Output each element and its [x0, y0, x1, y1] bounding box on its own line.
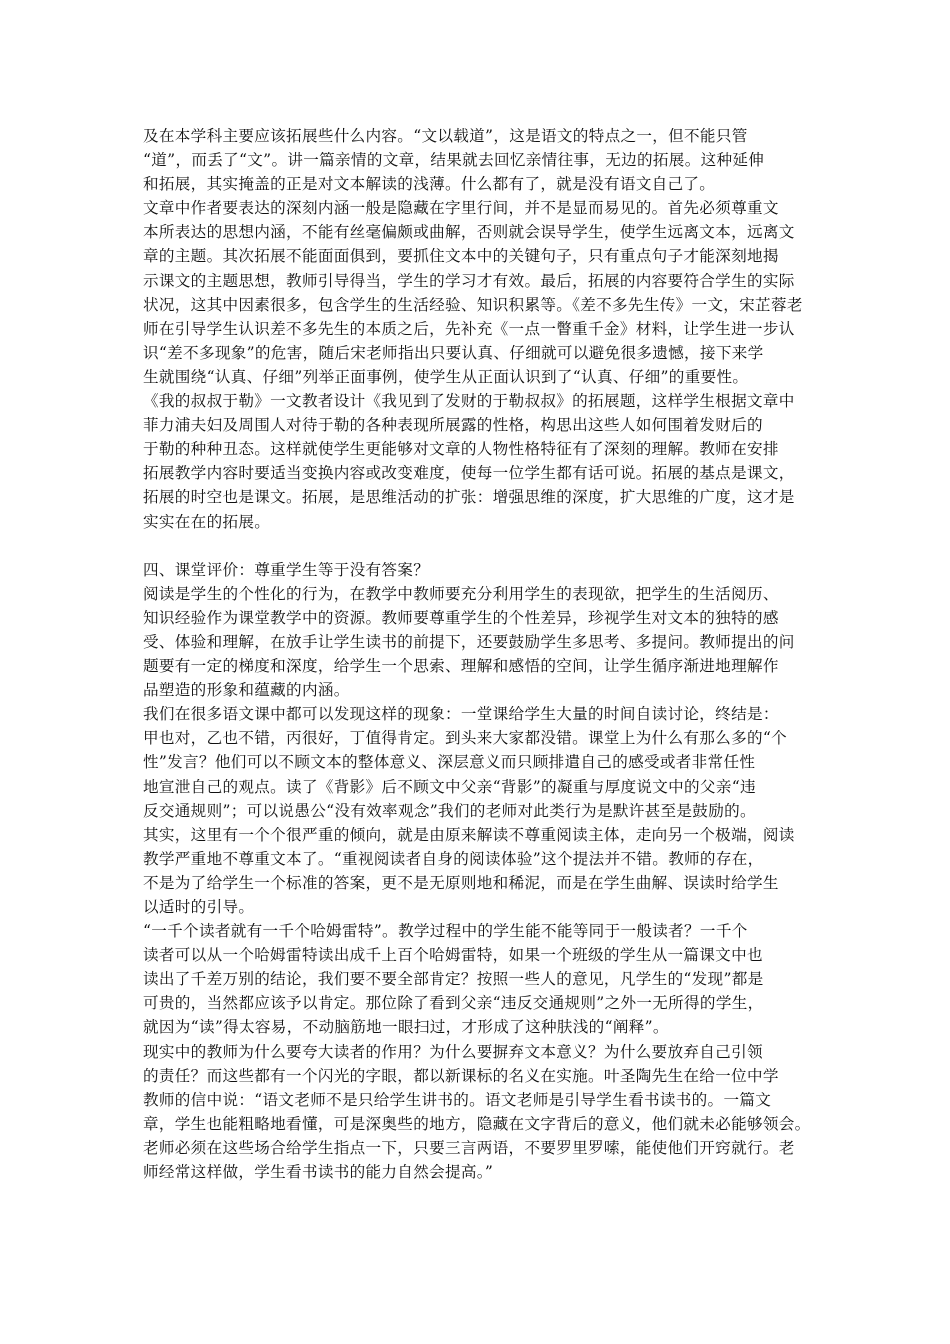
text-line: 老师必须在这些场合给学生指点一下，只要三言两语，不要罗里罗嗦，能使他们开窍就行。老: [143, 1138, 795, 1157]
text-line: 章，学生也能粗略地看懂，可是深奥些的地方，隐藏在文字背后的意义，他们就未必能够领会。: [143, 1114, 811, 1133]
text-line: “一千个读者就有一千个哈姆雷特”。教学过程中的学生能不能等同于一般读者？一千个: [143, 922, 748, 941]
text-line: 师在引导学生认识差不多先生的本质之后，先补充《一点一瞥重千金》材料，让学生进一步认: [143, 319, 795, 338]
text-line: 《我的叔叔于勒》一文教者设计《我见到了发财的于勒叔叔》的拓展题，这样学生根据文章中: [143, 392, 795, 411]
text-line: 师经常这样做，学生看书读书的能力自然会提高。”: [143, 1163, 494, 1182]
text-line: 四、课堂评价：尊重学生等于没有答案？: [143, 560, 430, 579]
text-line: 章的主题。其次拓展不能面面俱到，要抓住文本中的关键句子，只有重点句子才能深刻地揭: [143, 247, 779, 266]
blank-line: [143, 534, 823, 558]
text-line: 和拓展，其实掩盖的正是对文本解读的浅薄。什么都有了，就是没有语文自己了。: [143, 175, 716, 194]
text-line: 于勒的种种丑态。这样就使学生更能够对文章的人物性格特征有了深刻的理解。教师在安排: [143, 440, 779, 459]
text-line: 地宣泄自己的观点。读了《背影》后不顾文中父亲“背影”的凝重与厚度说文中的父亲“违: [143, 777, 756, 796]
text-line: 其实，这里有一个个很严重的倾向，就是由原来解读不尊重阅读主体，走向另一个极端，阅读: [143, 825, 795, 844]
text-line: 菲力浦夫妇及周围人对待于勒的各种表现所展露的性格，构思出这些人如何围着发财后的: [143, 416, 763, 435]
text-line: 以适时的引导。: [143, 898, 255, 916]
text-line: 知识经验作为课堂教学中的资源。教师要尊重学生的个性差异，珍视学生对文本的独特的感: [143, 608, 779, 627]
text-line: 实实在在的拓展。: [143, 512, 271, 531]
text-line: 阅读是学生的个性化的行为，在教学中教师要充分利用学生的表现欲，把学生的生活阅历、: [143, 584, 779, 603]
text-line: 反交通规则”；可以说愚公“没有效率观念”我们的老师对此类行为是默许甚至是鼓励的。: [143, 801, 756, 820]
text-line: 现实中的教师为什么要夸大读者的作用？为什么要摒弃文本意义？为什么要放弃自己引领: [143, 1042, 763, 1061]
text-line: 拓展的时空也是课文。拓展，是思维活动的扩张：增强思维的深度，扩大思维的广度，这才是: [143, 488, 795, 507]
text-line: 及在本学科主要应该拓展些什么内容。“文以载道”，这是语文的特点之一，但不能只管: [143, 127, 748, 145]
text-line: 识“差不多现象”的危害，随后宋老师指出只要认真、仔细就可以避免很多遗憾，接下来学: [143, 343, 764, 362]
text-line: “道”，而丢了“文”。讲一篇亲情的文章，结果就去回忆亲情往事，无边的拓展。这种延伸: [143, 151, 765, 170]
text-line: 读者可以从一个哈姆雷特读出成千上百个哈姆雷特，如果一个班级的学生从一篇课文中也: [143, 946, 763, 965]
text-line: 本所表达的思想内涵，不能有丝毫偏颇或曲解，否则就会误导学生，使学生远离文本，远离文: [143, 223, 795, 242]
text-line: 可贵的，当然都应该予以肯定。那位除了看到父亲“违反交通规则”之外一无所得的学生，: [143, 994, 764, 1013]
text-line: 生就围绕“认真、仔细”列举正面事例，使学生从正面认识到了“认真、仔细”的重要性。: [143, 367, 749, 386]
text-line: 拓展教学内容时要适当变换内容或改变难度，使每一位学生都有话可说。拓展的基点是课文，: [143, 464, 795, 483]
text-line: 教学严重地不尊重文本了。“重视阅读者自身的阅读体验”这个提法并不错。教师的存在，: [143, 849, 764, 868]
text-line: 受、体验和理解，在放手让学生读书的前提下，还要鼓励学生多思考、多提问。教师提出的问: [143, 632, 795, 651]
text-line: 甲也对，乙也不错，丙很好，丁值得肯定。到头来大家都没错。课堂上为什么有那么多的“个: [143, 729, 788, 748]
text-line: 示课文的主题思想，教师引导得当，学生的学习才有效。最后，拓展的内容要符合学生的实际: [143, 271, 795, 290]
text-line: 品塑造的形象和蕴藏的内涵。: [143, 681, 350, 700]
text-line: 不是为了给学生一个标准的答案，更不是无原则地和稀泥，而是在学生曲解、误读时给学生: [143, 873, 779, 892]
text-line: 的责任？而这些都有一个闪光的字眼，都以新课标的名义在实施。叶圣陶先生在给一位中学: [143, 1066, 779, 1085]
text-line: 读出了千差万别的结论，我们要不要全部肯定？按照一些人的意见，凡学生的“发现”都是: [143, 970, 764, 989]
text-line: 就因为“读”得太容易，不动脑筋地一眼扫过，才形成了这种肤浅的“阐释”。: [143, 1018, 669, 1037]
text-line: 我们在很多语文课中都可以发现这样的现象：一堂课给学生大量的时间自读讨论，终结是：: [143, 705, 779, 724]
text-line: 题要有一定的梯度和深度，给学生一个思索、理解和感悟的空间，让学生循序渐进地理解作: [143, 657, 779, 676]
text-line: 文章中作者要表达的深刻内涵一般是隐藏在字里行间，并不是显而易见的。首先必须尊重文: [143, 199, 779, 218]
document-page: [143, 124, 823, 1184]
text-line: 性”发言？他们可以不顾文本的整体意义、深层意义而只顾排遣自己的感受或者非常任性: [143, 753, 756, 772]
text-line: 教师的信中说：“语文老师不是只给学生讲书的。语文老师是引导学生看书读书的。一篇文: [143, 1090, 772, 1109]
text-line: 状况，这其中因素很多，包含学生的生活经验、知识积累等。《差不多先生传》一文，宋芷蓉老: [143, 295, 803, 314]
